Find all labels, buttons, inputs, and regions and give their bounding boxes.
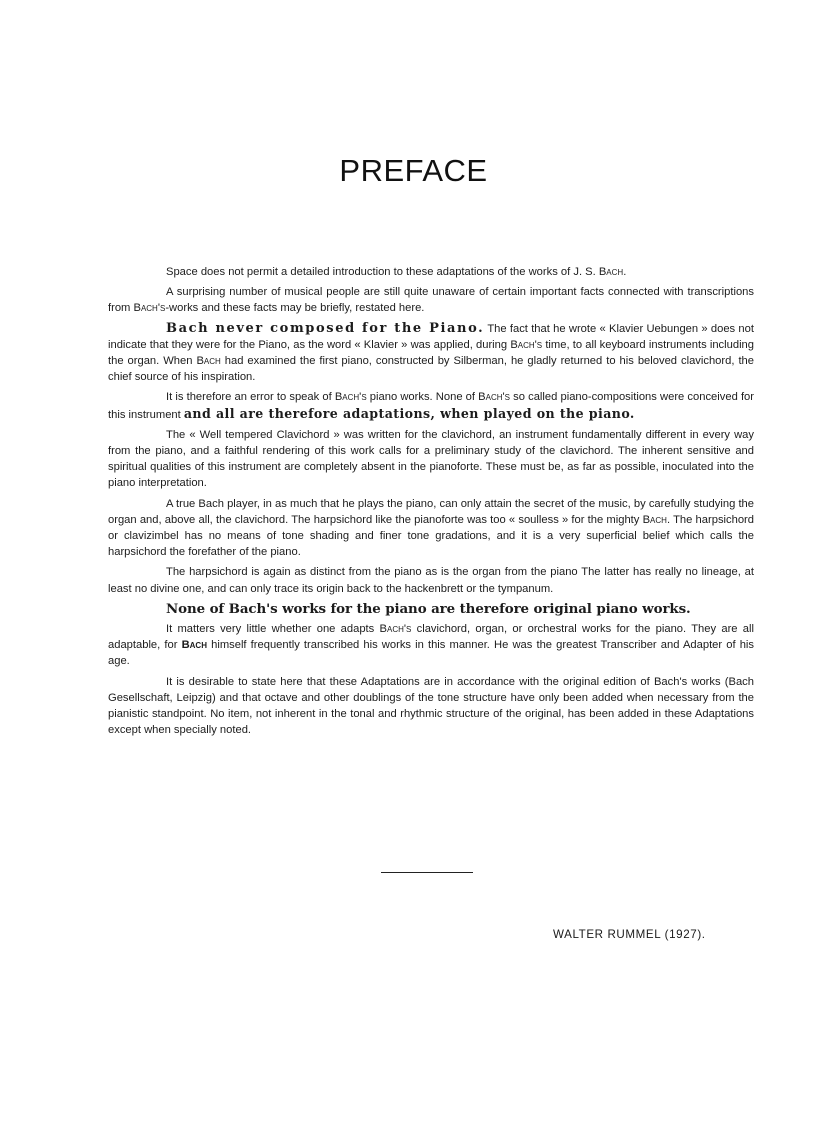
p1-text: Space does not permit a detailed introduction to these adaptations of the works of J. S.: [166, 266, 599, 278]
paragraph-edition: It is desirable to state here that these Adaptations are in accordance with the original edition of Bach's works (Bach Gesellschaft, Leipzig) and that octave and other doublings of the tone structure have only been added when necessary from the pianistic standpoint. No item, not inherent in the tonal and rhythmic structure of the original, has been added in these Adaptations except when specially noted.: [108, 675, 754, 737]
p3-bach-1: Bach's: [510, 338, 543, 351]
p4-bach-1: Bach's: [334, 391, 367, 404]
divider-line: [381, 872, 473, 873]
paragraph-adaptable: [108, 621, 754, 670]
p9-text-2: clavichord, organ, or orchestral works for the piano. They are all adaptable, for: [108, 623, 754, 652]
preface-body: [108, 264, 754, 742]
paragraph-never-composed: [108, 321, 754, 386]
p3-bach-2: Bach: [196, 355, 221, 368]
p1-bach: Bach: [598, 266, 624, 278]
p4-bach-2: Bach's: [478, 391, 510, 404]
paragraph-bach-player: [108, 496, 754, 561]
p6-text: A true Bach player, in as much that he plays the piano, can only attain the secret of the music, by carefully studying the organ and, above all, the clavichord. The harpsichord like the pianoforte was too « soulless » for the mighty: [108, 497, 754, 526]
p4-text-2: piano works. None of: [366, 391, 479, 404]
paragraph-harpsichord: The harpsichord is again as distinct from the piano as is the organ from the piano The latter has really no lineage, at least no divine one, and can only trace its origin back to the hackenbrett or the tympanum.: [108, 566, 754, 595]
p6-bach: Bach: [642, 513, 667, 526]
p3-text: The fact that he wrote « Klavier Uebungen » does not indicate that they were for the Piano, as the word « Klavier » was applied, during: [108, 322, 754, 351]
p2-text: A surprising number of musical people are still quite unaware of certain important facts connected with transcriptions from: [108, 286, 754, 315]
p6-text-2: . The harpsichord or clavizimbel has no means of tone shading and finer tone gradations, and it is a very superficial belief which calls the harpsichord the forefather of the piano.: [108, 513, 755, 559]
p3-emphasis: Bach never composed for the Piano.: [166, 320, 485, 336]
p9-bach-2: Bach: [181, 639, 207, 652]
p4-emphasis: and all are therefore adaptations, when played on the piano.: [183, 405, 635, 421]
paragraph-piano-works: [108, 389, 754, 422]
p2-end: -works and these facts may be briefly, restated here.: [165, 302, 425, 315]
p4-text: It is therefore an error to speak of: [166, 391, 335, 404]
p9-text: It matters very little whether one adapts: [166, 623, 380, 636]
emphasis-statement: None of Bach's works for the piano are therefore original piano works.: [166, 600, 691, 617]
p2-bach: Bach's: [133, 302, 166, 315]
p9-text-3: himself frequently transcribed his works in this manner. He was the greatest Transcriber and Adapter of his age.: [108, 639, 755, 668]
p4-text-3: so called piano-compositions were conceived for this instrument: [108, 391, 754, 421]
paragraph-transcriptions: [108, 284, 754, 316]
p3-text-2: time, to all keyboard instruments including the organ. When: [108, 338, 755, 368]
paragraph-intro: [108, 264, 754, 280]
paragraph-clavichord: The « Well tempered Clavichord » was written for the clavichord, an instrument fundamentally different in every way from the piano, and a faithful rendering of this work calls for a preliminary study of the clavichord. The inherent sensitive and spiritual qualities of this instrument are completely absent in the pianoforte. These must be, as far as possible, inoculated into the piano interpretation.: [108, 428, 754, 490]
p9-bach-1: Bach's: [379, 623, 412, 636]
signature: WALTER RUMMEL (1927).: [553, 928, 706, 941]
p3-text-3: had examined the first piano, constructed by Silberman, he gladly returned to his beloved clavichord, the chief source of his inspiration.: [108, 355, 754, 384]
page-title: PREFACE: [339, 153, 488, 188]
p1-end: .: [623, 266, 627, 278]
